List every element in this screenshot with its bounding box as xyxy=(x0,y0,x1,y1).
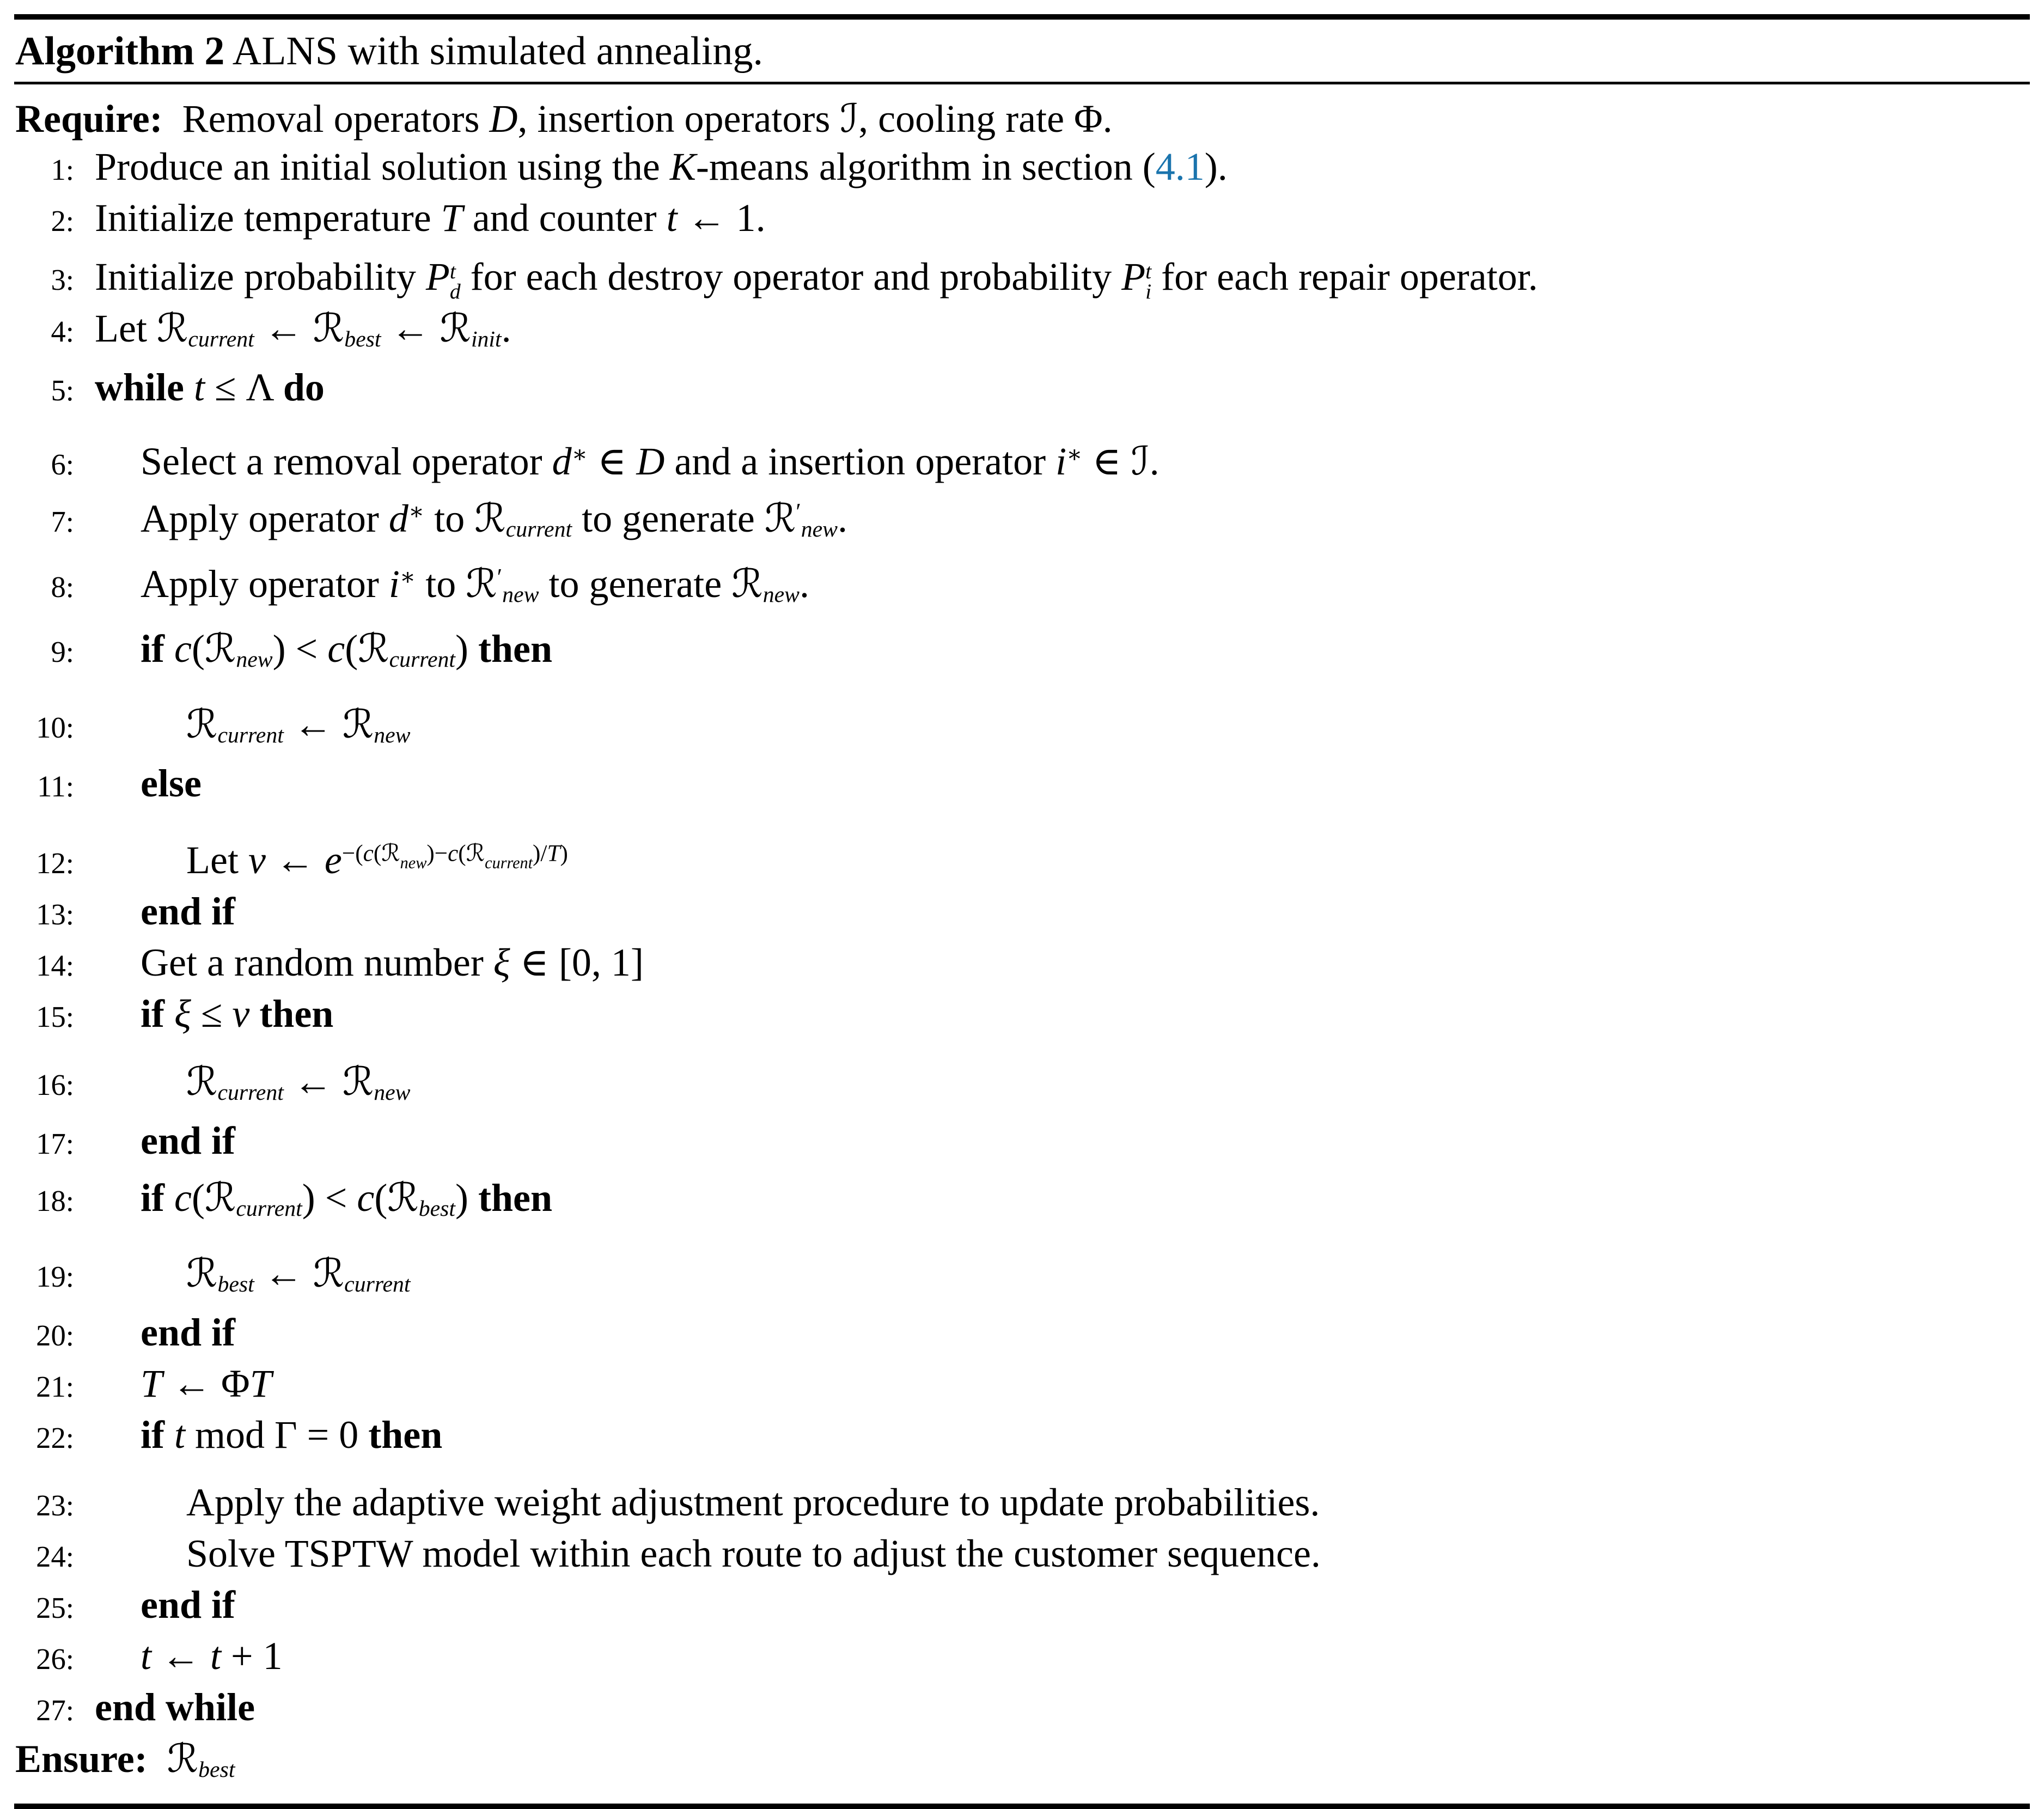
text-token xyxy=(148,1737,167,1781)
text-token: end if xyxy=(141,1118,236,1162)
text-token: , insertion operators xyxy=(517,97,840,141)
text-token: ℛ xyxy=(186,701,218,747)
line-number: 1: xyxy=(51,153,74,186)
text-token: end if xyxy=(141,1311,236,1355)
line-number: 25: xyxy=(36,1591,74,1625)
line-content xyxy=(95,1583,235,1627)
require-line xyxy=(14,94,2030,143)
text-token: i xyxy=(1055,439,1067,483)
text-token: to generate xyxy=(539,562,732,606)
text-token: current xyxy=(485,853,533,872)
text-token: P xyxy=(425,255,450,299)
text-token: ℐ xyxy=(1131,437,1150,484)
text-token: ℛ xyxy=(731,560,763,606)
text-token: ) xyxy=(455,1175,478,1220)
algo-line xyxy=(14,829,2030,887)
algo-line xyxy=(14,1581,2030,1632)
text-token: ) < xyxy=(302,1175,357,1220)
text-token: c xyxy=(174,626,192,671)
line-number: 18: xyxy=(36,1184,74,1217)
algo-line xyxy=(14,1411,2030,1462)
line-number: 2: xyxy=(51,204,74,237)
text-token: , cooling rate Φ. xyxy=(858,97,1113,141)
text-token: P xyxy=(1121,255,1146,299)
algo-line xyxy=(14,143,2030,194)
line-number: 22: xyxy=(36,1421,74,1455)
text-token: ∈ xyxy=(1082,439,1131,483)
line-content xyxy=(95,1060,411,1104)
text-token: best xyxy=(217,1272,254,1298)
line-number: 10: xyxy=(36,711,74,745)
text-token: if xyxy=(141,626,174,671)
text-token: new xyxy=(502,582,539,607)
line-content xyxy=(95,762,202,805)
algo-line xyxy=(14,431,2030,488)
text-token: e xyxy=(324,838,342,882)
text-token: ξ xyxy=(174,991,191,1036)
line-content xyxy=(95,1250,411,1298)
line-number: 5: xyxy=(51,374,74,407)
text-token: )− xyxy=(426,840,448,867)
line-number: 27: xyxy=(36,1694,74,1727)
line-content xyxy=(95,1634,283,1678)
text-token: c xyxy=(327,626,345,671)
text-token: else xyxy=(141,762,202,806)
text-token: D xyxy=(489,97,518,141)
algo-line xyxy=(14,1173,2030,1233)
algo-line xyxy=(14,1632,2030,1683)
sup-sub-stack: t d xyxy=(449,259,461,303)
text-token: ← xyxy=(151,1634,211,1678)
text-token: ( xyxy=(373,840,382,867)
text-token: new xyxy=(400,853,427,872)
section-link[interactable]: 4.1 xyxy=(1155,145,1205,188)
algorithm-body xyxy=(14,84,2030,1794)
text-token: and a insertion operator xyxy=(664,439,1056,483)
line-content xyxy=(95,1362,272,1405)
text-token: while xyxy=(95,366,194,410)
text-token: T xyxy=(141,1362,163,1406)
text-token: Let xyxy=(186,838,248,882)
text-token: ℛ xyxy=(313,305,345,351)
text-token: ← xyxy=(381,307,440,350)
text-token: ℐ xyxy=(840,95,859,141)
algo-line xyxy=(14,990,2030,1041)
text-token: new xyxy=(762,582,800,607)
line-number: 11: xyxy=(37,770,74,803)
text-token: ℛ xyxy=(764,495,796,541)
line-content xyxy=(95,437,1160,484)
line-content xyxy=(14,1737,235,1781)
algorithm-label: Algorithm 2 xyxy=(15,29,225,74)
line-number: 26: xyxy=(36,1642,74,1676)
algo-line xyxy=(14,253,2030,304)
text-token: current xyxy=(217,1080,284,1105)
algo-line xyxy=(14,759,2030,811)
text-token: end if xyxy=(141,1583,236,1627)
text-token: ← xyxy=(265,838,325,882)
line-number: 7: xyxy=(51,505,74,539)
text-token: if xyxy=(141,991,174,1036)
line-content xyxy=(95,1311,235,1354)
text-token: ℛ xyxy=(204,625,236,671)
line-number: 17: xyxy=(36,1126,74,1160)
text-token: c xyxy=(448,840,459,867)
text-token: ℛ xyxy=(186,1058,218,1104)
line-number: 9: xyxy=(51,635,74,668)
text-token: D xyxy=(636,439,665,483)
text-token: ( xyxy=(374,1175,388,1220)
text-token: Initialize probability xyxy=(95,255,426,299)
text-token: ℛ xyxy=(474,495,506,541)
text-token: ℛ xyxy=(387,1174,419,1220)
text-token: ) xyxy=(455,626,478,671)
top-rule xyxy=(14,14,2030,20)
text-token: ℛ xyxy=(381,839,400,867)
line-number: 15: xyxy=(36,1000,74,1033)
line-content xyxy=(95,1413,442,1457)
text-token: ). xyxy=(1204,145,1228,188)
text-token: ∗ xyxy=(399,564,416,590)
line-content xyxy=(95,703,411,746)
algo-line xyxy=(14,887,2030,939)
text-token: end if xyxy=(141,889,236,933)
text-token: new xyxy=(374,723,411,748)
text-token: Solve TSPTW model within each route to adjust the customer sequence. xyxy=(186,1532,1321,1576)
text-token: K xyxy=(669,145,696,188)
text-token: for each destroy operator and probability xyxy=(460,255,1122,299)
line-number: 13: xyxy=(36,897,74,931)
text-token: ℛ xyxy=(313,1250,345,1296)
line-content xyxy=(95,1119,235,1162)
text-token: best xyxy=(418,1196,456,1222)
text-token: ℛ xyxy=(466,560,497,606)
algo-line xyxy=(14,194,2030,245)
text-token: ℛ xyxy=(342,701,374,747)
text-token: Apply the adaptive weight adjustment procedure to update probabilities. xyxy=(186,1481,1320,1525)
line-number: 23: xyxy=(36,1489,74,1522)
text-token: Produce an initial solution using the xyxy=(95,145,670,188)
text-token: d xyxy=(388,497,408,541)
line-content xyxy=(95,562,809,606)
text-token: ← xyxy=(283,703,343,747)
text-token: c xyxy=(174,1175,192,1220)
text-token: ← xyxy=(283,1059,343,1104)
line-content xyxy=(95,145,1228,188)
text-token: current xyxy=(236,1196,302,1222)
text-token: Apply operator xyxy=(141,497,389,541)
text-token: current xyxy=(217,723,284,748)
text-token xyxy=(249,992,259,1036)
text-token: mod Γ = 0 xyxy=(185,1413,369,1457)
text-token: best xyxy=(198,1757,235,1783)
text-token: Get a random number xyxy=(141,940,493,984)
line-content xyxy=(95,255,1538,303)
text-token: t xyxy=(141,1634,152,1678)
line-number: 20: xyxy=(36,1319,74,1353)
text-token: T xyxy=(249,1362,272,1406)
algo-line xyxy=(14,700,2030,759)
text-token: ≤ Λ xyxy=(205,366,283,410)
text-token: ℛ xyxy=(186,1250,218,1296)
algo-line xyxy=(14,1117,2030,1168)
text-token: do xyxy=(283,366,325,410)
line-number: 19: xyxy=(36,1260,74,1294)
line-content xyxy=(95,1481,1320,1524)
algo-line xyxy=(14,1308,2030,1360)
line-number: 16: xyxy=(36,1068,74,1101)
line-content xyxy=(95,196,766,240)
text-token: T xyxy=(547,840,560,867)
text-token: Require: xyxy=(15,97,163,141)
text-token: new xyxy=(374,1080,411,1105)
text-token: and counter xyxy=(462,196,667,240)
text-token: ∗ xyxy=(571,442,588,468)
text-token: i xyxy=(388,562,400,606)
algo-line xyxy=(14,363,2030,415)
text-token: ℛ xyxy=(440,305,471,351)
text-token: Select a removal operator xyxy=(141,439,552,483)
text-token: Ensure: xyxy=(15,1737,148,1781)
text-token: ℛ xyxy=(342,1058,374,1104)
sup-sub-stack: t i xyxy=(1145,259,1152,303)
text-token: . xyxy=(799,562,809,606)
text-token: ← 1. xyxy=(677,196,766,240)
text-token: if xyxy=(141,1413,174,1457)
text-token: then xyxy=(259,991,334,1036)
text-token: . xyxy=(838,497,848,541)
text-token: d xyxy=(552,439,572,483)
text-token: ν xyxy=(248,838,266,882)
line-content xyxy=(95,495,848,543)
text-token: ν xyxy=(232,991,250,1036)
line-content xyxy=(95,1685,255,1729)
text-token: c xyxy=(357,1175,375,1220)
text-token: c xyxy=(363,840,374,867)
algo-line xyxy=(14,1249,2030,1308)
algo-line xyxy=(14,553,2030,619)
ensure-line xyxy=(14,1734,2030,1794)
text-token: ( xyxy=(191,1175,205,1220)
text-token: current xyxy=(344,1272,411,1298)
text-token: then xyxy=(478,626,553,671)
text-token: ′ xyxy=(497,564,503,590)
algo-line xyxy=(14,1360,2030,1411)
text-token: Let xyxy=(95,307,157,350)
text-token: + 1 xyxy=(221,1634,283,1678)
text-token: . xyxy=(1149,439,1160,483)
line-number: 21: xyxy=(36,1370,74,1404)
algo-line xyxy=(14,1683,2030,1734)
line-content xyxy=(14,97,1113,141)
text-token: ℛ xyxy=(204,1174,236,1220)
text-token: ∗ xyxy=(1066,442,1083,468)
text-token: ξ xyxy=(493,940,510,984)
text-token: ( xyxy=(458,840,466,867)
text-token: t xyxy=(666,196,678,240)
text-token: to xyxy=(416,562,466,606)
bottom-rule xyxy=(14,1804,2030,1809)
line-number: 3: xyxy=(51,263,74,296)
algorithm-caption xyxy=(14,20,2030,82)
text-token: new xyxy=(236,647,273,673)
text-token: Removal operators xyxy=(162,97,490,141)
line-content xyxy=(95,992,333,1036)
text-token: current xyxy=(505,517,572,543)
line-content xyxy=(95,1532,1321,1575)
algo-line xyxy=(14,1478,2030,1530)
line-number: 8: xyxy=(51,570,74,604)
line-content xyxy=(95,627,552,671)
text-token: then xyxy=(368,1413,443,1457)
text-token: ( xyxy=(345,626,358,671)
line-number: 14: xyxy=(36,948,74,982)
text-token: t xyxy=(194,366,205,410)
text-token: . xyxy=(501,307,511,350)
text-token: ( xyxy=(191,626,205,671)
text-token: for each repair operator. xyxy=(1151,255,1538,299)
line-content xyxy=(95,307,511,350)
line-number: 24: xyxy=(36,1540,74,1574)
text-token: ∈ [0, 1] xyxy=(510,940,644,984)
text-token: ℛ xyxy=(167,1735,199,1782)
line-number: 4: xyxy=(51,315,74,348)
text-token: t xyxy=(210,1634,222,1678)
line-content xyxy=(95,366,325,409)
text-token: end while xyxy=(95,1685,255,1729)
algo-line xyxy=(14,1057,2030,1117)
text-token: best xyxy=(344,327,381,352)
text-token: ≤ xyxy=(191,991,233,1036)
text-token: ∗ xyxy=(408,499,425,525)
algo-line xyxy=(14,624,2030,684)
text-token: ← Φ xyxy=(162,1362,250,1406)
text-token: ℛ xyxy=(358,625,389,671)
text-token: current xyxy=(389,647,456,673)
text-token: current xyxy=(188,327,254,352)
text-token: ∈ xyxy=(588,439,637,483)
text-token: Initialize temperature xyxy=(95,196,441,240)
algo-line xyxy=(14,489,2030,554)
text-token: if xyxy=(141,1175,174,1220)
algorithm-title: ALNS with simulated annealing. xyxy=(232,29,763,74)
text-token: ) < xyxy=(272,626,328,671)
text-token: to generate xyxy=(572,497,765,541)
line-number: 6: xyxy=(51,447,74,481)
text-token: to xyxy=(424,497,475,541)
text-token: T xyxy=(441,196,463,240)
text-token: t xyxy=(174,1413,185,1457)
text-token: ′ xyxy=(796,499,801,525)
line-content xyxy=(95,890,235,933)
text-token: then xyxy=(478,1175,553,1220)
text-token: -means algorithm in section ( xyxy=(695,145,1156,188)
line-content xyxy=(95,838,568,882)
line-number: 12: xyxy=(36,846,74,880)
algo-line xyxy=(14,304,2030,363)
text-token: init xyxy=(471,327,502,352)
text-token: −( xyxy=(341,840,363,867)
text-token: Apply operator xyxy=(141,562,389,606)
text-token: ) xyxy=(560,840,568,867)
algo-line xyxy=(14,1530,2030,1581)
line-content xyxy=(95,941,644,984)
text-token: new xyxy=(801,517,838,543)
text-token: ℛ xyxy=(466,839,485,867)
text-token: ℛ xyxy=(156,305,188,351)
text-token: )/ xyxy=(533,840,547,867)
text-token: ← xyxy=(254,1252,313,1296)
line-content xyxy=(95,1176,552,1220)
algo-line xyxy=(14,939,2030,990)
text-token: ← xyxy=(254,307,313,350)
